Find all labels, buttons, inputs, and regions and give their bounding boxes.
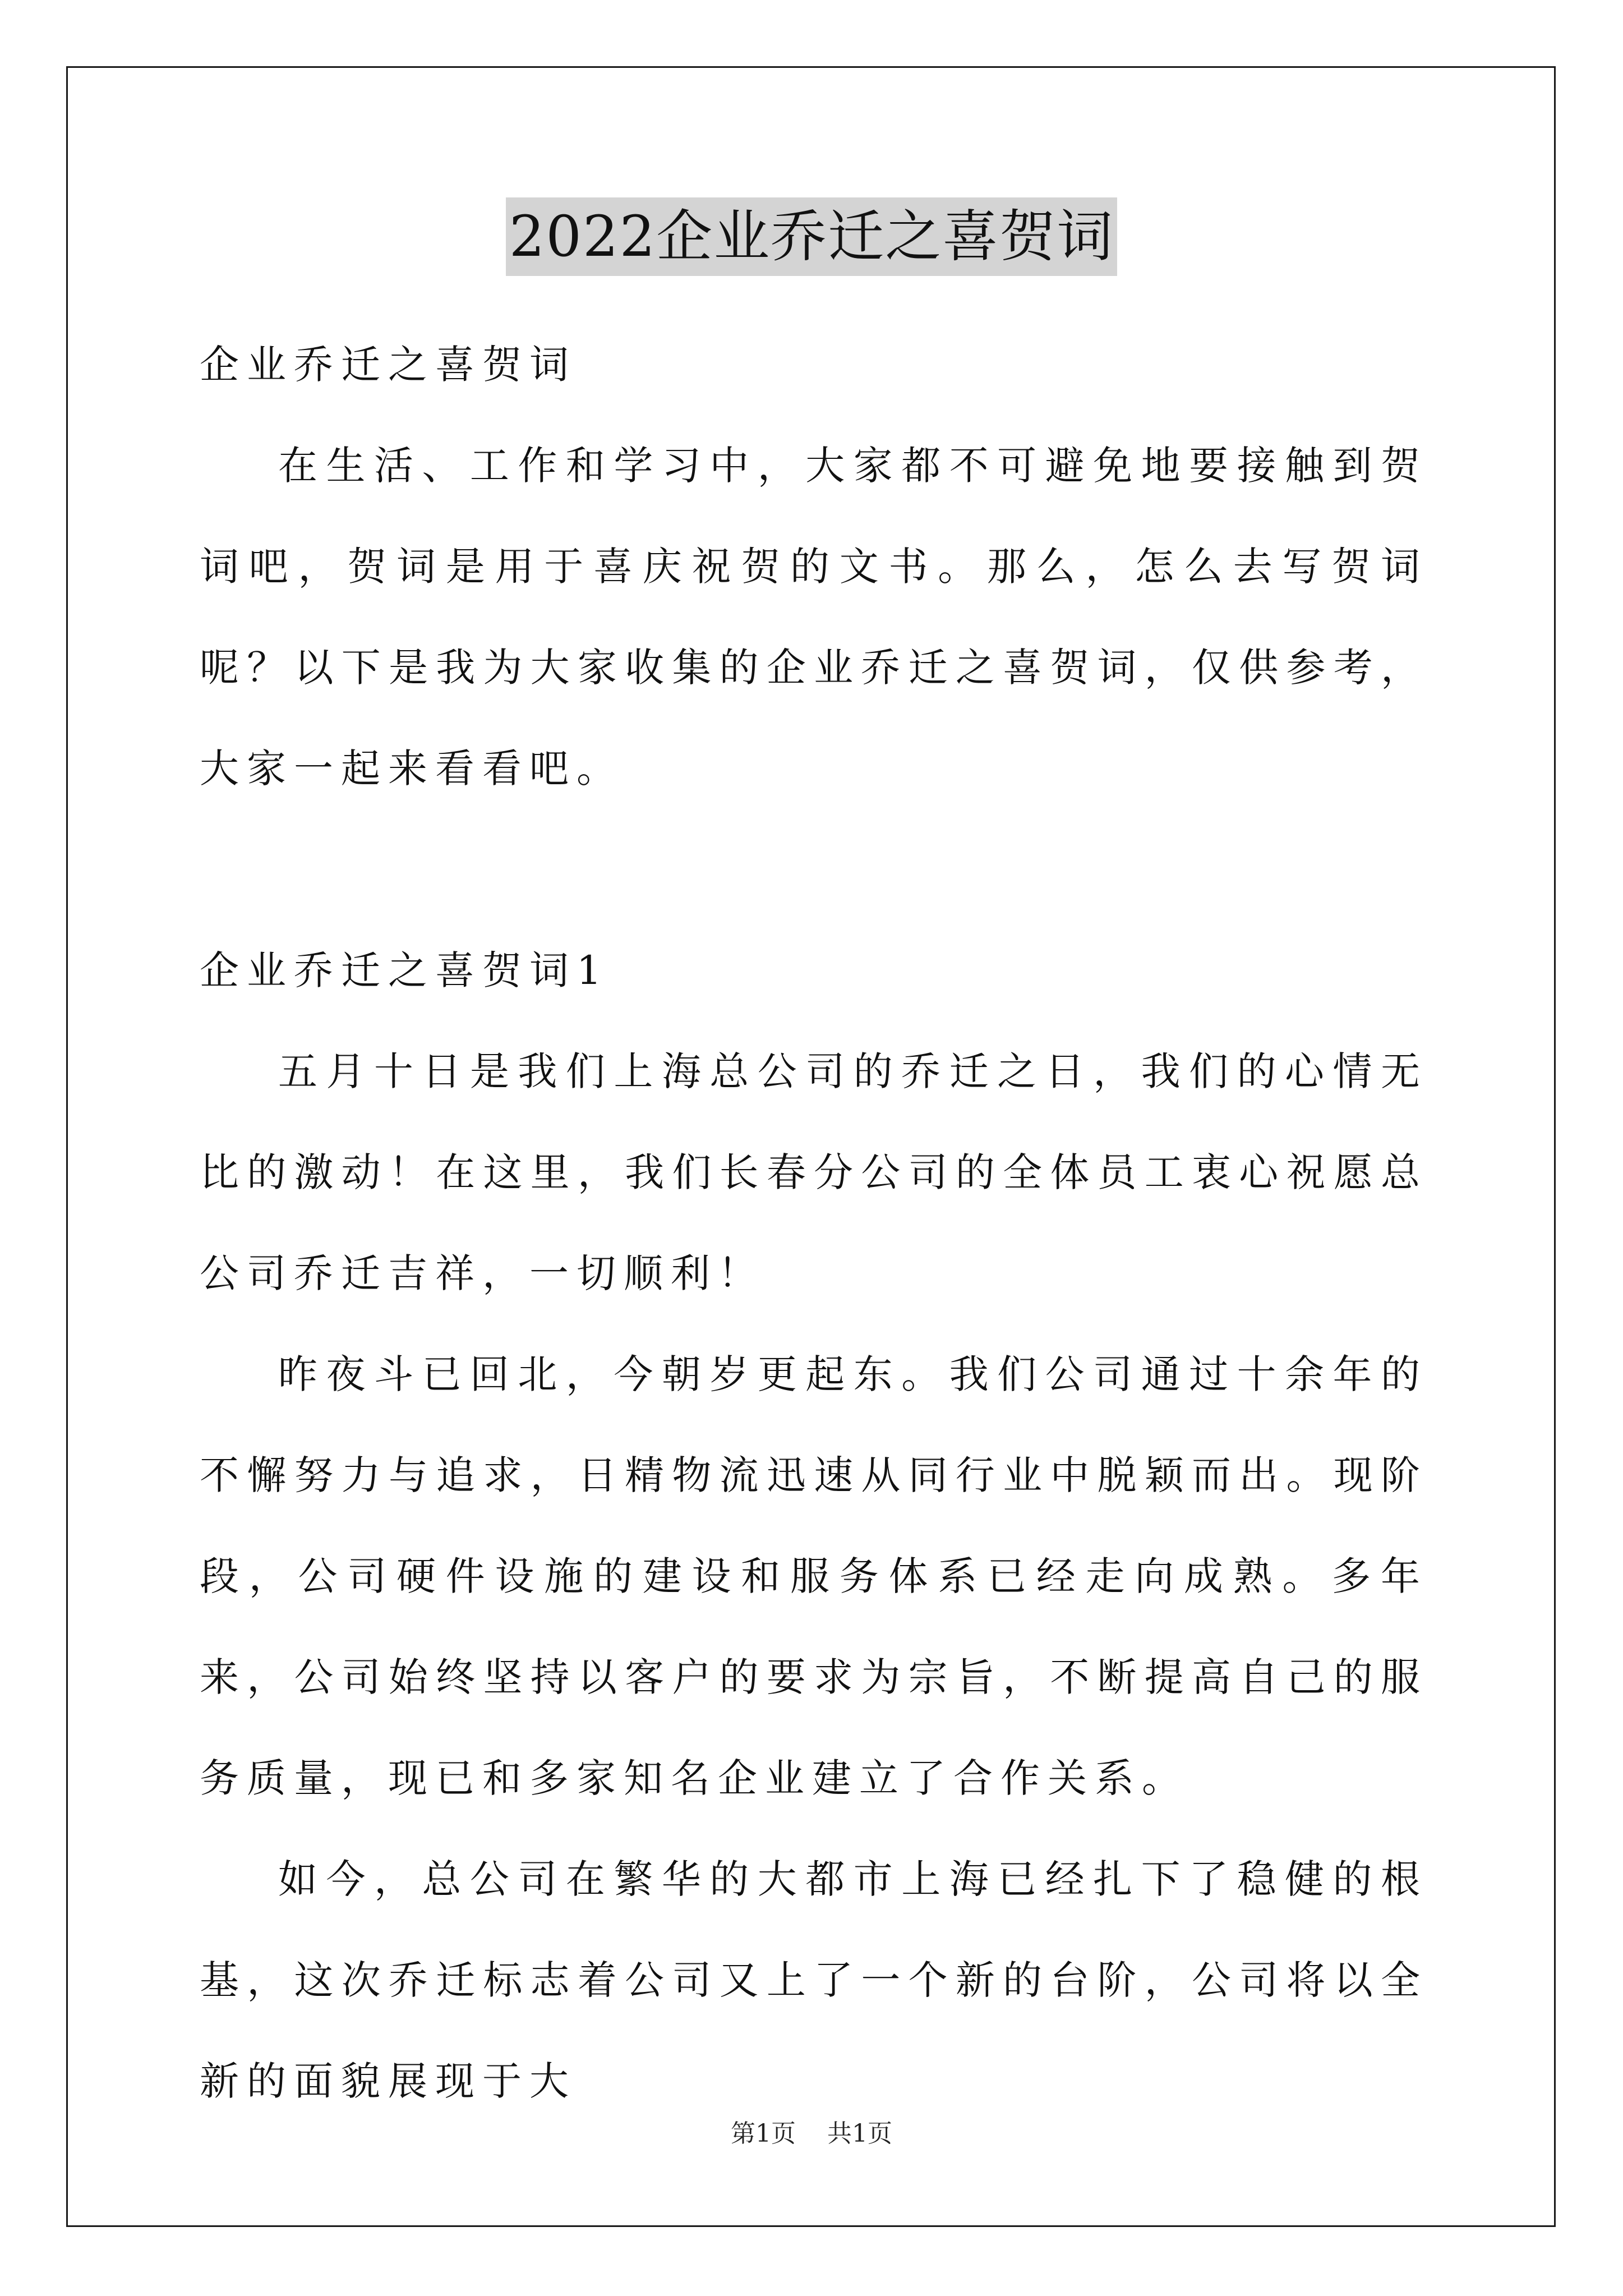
body-paragraph-3: 如今，总公司在繁华的大都市上海已经扎下了稳健的根基，这次乔迁标志着公司又上了一个新的台阶，公司将以全新的面貌展现于大: [200, 1856, 1428, 2104]
page-number-current: 第1页: [731, 2119, 796, 2148]
body-paragraph-1: 五月十日是我们上海总公司的乔迁之日，我们的心情无比的激动！在这里，我们长春分公司的全体员工衷心祝愿总公司乔迁吉祥，一切顺利！: [200, 1048, 1428, 1296]
subtitle: 企业乔迁之喜贺词: [200, 342, 577, 388]
section-heading: 企业乔迁之喜贺词1: [200, 947, 610, 993]
page-number-total: 共1页: [827, 2119, 892, 2148]
intro-paragraph: 在生活、工作和学习中，大家都不可避免地要接触到贺词吧，贺词是用于喜庆祝贺的文书。那么，怎么去写贺词呢？以下是我为大家收集的企业乔迁之喜贺词，仅供参考，大家一起来看看吧。: [200, 443, 1428, 792]
title-container: [0, 197, 1623, 276]
page-footer: [0, 2117, 1623, 2151]
document-title: 2022企业乔迁之喜贺词: [506, 197, 1118, 276]
document-body: [200, 314, 1428, 2132]
body-paragraph-2: 昨夜斗已回北，今朝岁更起东。我们公司通过十余年的不懈努力与追求，日精物流迅速从同行业中脱颖而出。现阶段，公司硬件设施的建设和服务体系已经走向成熟。多年来，公司始终坚持以客户的要求为宗旨，不断提高自己的服务质量，现已和多家知名企业建立了合作关系。: [200, 1351, 1428, 1801]
